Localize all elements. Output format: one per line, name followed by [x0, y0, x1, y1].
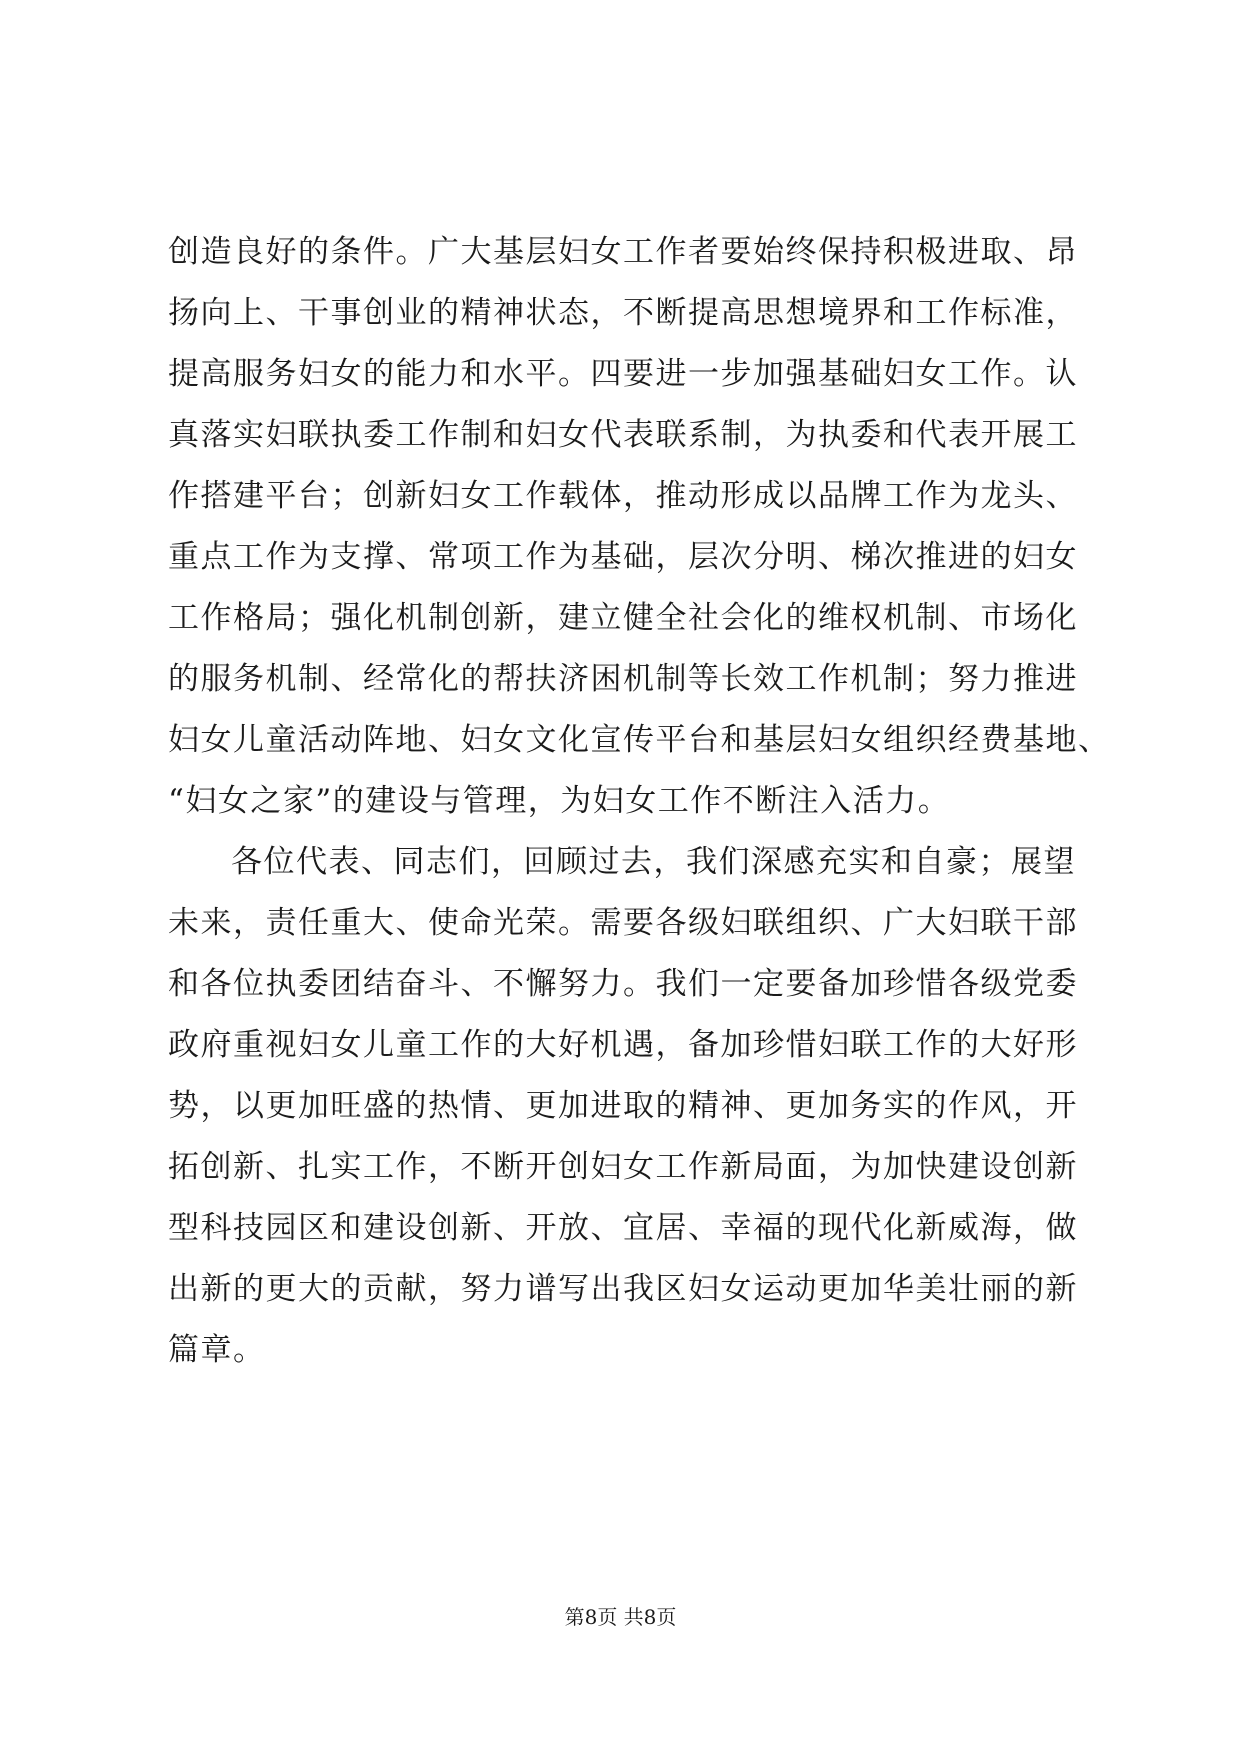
text-line: 工作格局；强化机制创新，建立健全社会化的维权机制、市场化: [168, 600, 1078, 636]
text-line: 重点工作为支撑、常项工作为基础，层次分明、梯次推进的妇女: [168, 539, 1078, 575]
text-line: 未来，责任重大、使命光荣。需要各级妇联组织、广大妇联干部: [168, 905, 1078, 941]
text-line: 作搭建平台；创新妇女工作载体，推动形成以品牌工作为龙头、: [168, 478, 1078, 514]
text-line: 篇章。: [168, 1332, 266, 1368]
text-line: 妇女儿童活动阵地、妇女文化宣传平台和基层妇女组织经费基地、: [168, 722, 1111, 758]
text-line: 政府重视妇女儿童工作的大好机遇，备加珍惜妇联工作的大好形: [168, 1027, 1078, 1063]
text-line: 的服务机制、经常化的帮扶济困机制等长效工作机制；努力推进: [168, 661, 1078, 697]
text-line: 真落实妇联执委工作制和妇女代表联系制，为执委和代表开展工: [168, 417, 1078, 453]
page-number-footer: 第8页 共8页: [564, 1605, 677, 1629]
text-line: 创造良好的条件。广大基层妇女工作者要始终保持积极进取、昂: [168, 234, 1078, 270]
text-line: 型科技园区和建设创新、开放、宜居、幸福的现代化新威海，做: [168, 1210, 1078, 1246]
text-line: 扬向上、干事创业的精神状态，不断提高思想境界和工作标准，: [168, 295, 1078, 331]
text-line: 提高服务妇女的能力和水平。四要进一步加强基础妇女工作。认: [168, 356, 1078, 392]
text-line: 出新的更大的贡献，努力谱写出我区妇女运动更加华美壮丽的新: [168, 1271, 1078, 1307]
text-line: 和各位执委团结奋斗、不懈努力。我们一定要备加珍惜各级党委: [168, 966, 1078, 1002]
text-line: 拓创新、扎实工作，不断开创妇女工作新局面，为加快建设创新: [168, 1149, 1078, 1185]
text-line: “妇女之家”的建设与管理，为妇女工作不断注入活力。: [168, 783, 951, 819]
text-line: 势，以更加旺盛的热情、更加进取的精神、更加务实的作风，开: [168, 1088, 1078, 1124]
text-line: 各位代表、同志们，回顾过去，我们深感充实和自豪；展望: [231, 844, 1076, 880]
